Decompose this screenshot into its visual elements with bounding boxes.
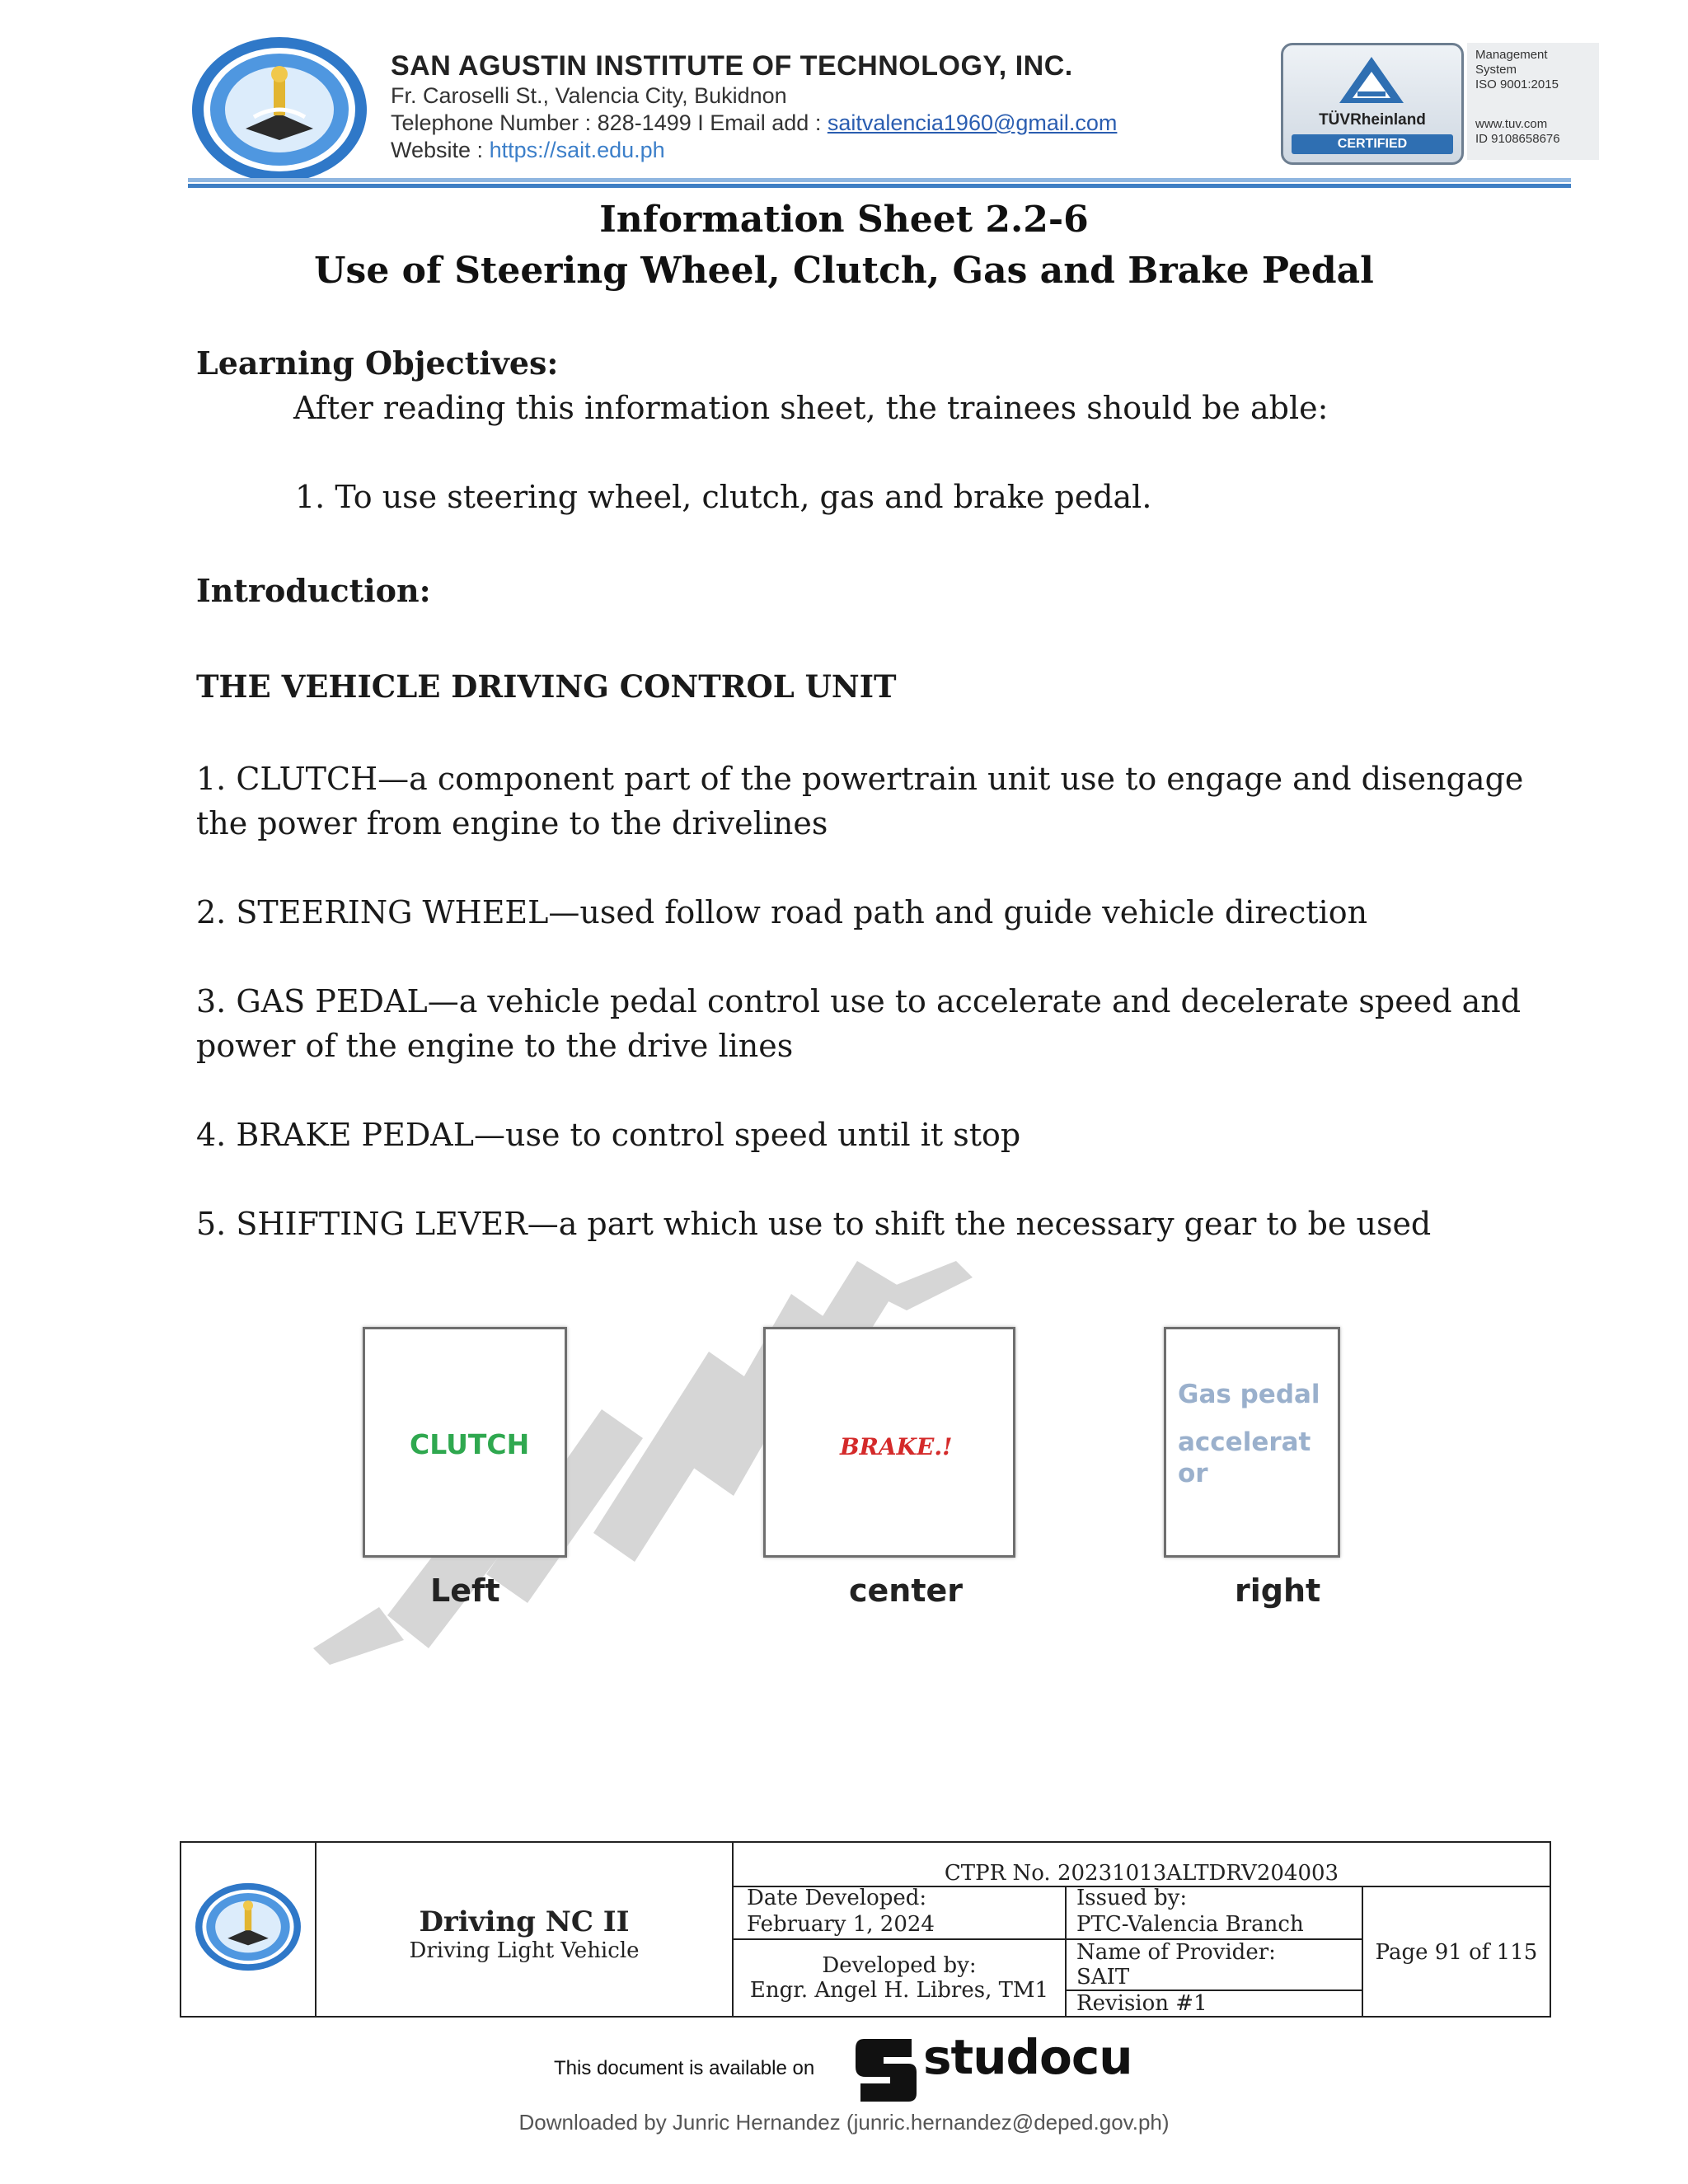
cert-detail-5: ID 9108658676 — [1475, 132, 1560, 146]
letterhead — [188, 31, 1571, 188]
tuv-certification-badge — [1281, 43, 1464, 165]
date-developed: February 1, 2024 — [747, 1912, 935, 1937]
document-control-table — [180, 1841, 1551, 2018]
item-shifting-lever: 5. SHIFTING LEVER—a part which use to shift the necessary gear to be used — [196, 1206, 1432, 1242]
course-title: Driving NC II — [419, 1905, 630, 1938]
objectives-intro: After reading this information sheet, the trainees should be able: — [293, 390, 1329, 426]
website-link[interactable]: https://sait.edu.ph — [489, 138, 665, 162]
gas-pedal-box — [1164, 1327, 1340, 1558]
objective-1: 1. To use steering wheel, clutch, gas and brake pedal. — [295, 479, 1152, 515]
course-subtitle: Driving Light Vehicle — [409, 1938, 640, 1963]
developed-by-label: Developed by: — [822, 1953, 977, 1978]
section-heading: THE VEHICLE DRIVING CONTROL UNIT — [196, 668, 897, 705]
footer-seal-logo — [193, 1869, 303, 1985]
provider-label: Name of Provider: — [1076, 1940, 1276, 1965]
school-address: Fr. Caroselli St., Valencia City, Bukidnon — [391, 83, 787, 108]
introduction-heading: Introduction: — [196, 572, 431, 609]
school-seal-logo — [188, 31, 371, 188]
item-gas-pedal-line2: power of the engine to the drive lines — [196, 1028, 794, 1064]
pedal-label-center: center — [849, 1572, 964, 1609]
cert-status: CERTIFIED — [1292, 134, 1453, 154]
header-divider — [188, 178, 1571, 188]
item-steering-wheel: 2. STEERING WHEEL—used follow road path and guide vehicle direction — [196, 894, 1368, 930]
provider: SAIT — [1076, 1965, 1130, 1990]
studocu-brand[interactable]: studocu — [923, 2029, 1132, 2085]
brake-pedal-text: BRAKE.! — [840, 1433, 953, 1460]
objectives-heading: Learning Objectives: — [196, 344, 559, 382]
cert-brand: TÜVRheinland — [1319, 111, 1426, 129]
item-brake-pedal: 4. BRAKE PEDAL—use to control speed until it stop — [196, 1117, 1021, 1153]
revision: Revision #1 — [1076, 1991, 1207, 2016]
sheet-subtitle: Use of Steering Wheel, Clutch, Gas and Brake Pedal — [314, 250, 1374, 292]
school-website — [391, 137, 1117, 164]
school-name: SAN AGUSTIN INSTITUTE OF TECHNOLOGY, INC. — [391, 50, 1073, 82]
gas-pedal-text-1: Gas pedal — [1178, 1380, 1320, 1409]
item-gas-pedal-line1: 3. GAS PEDAL—a vehicle pedal control use to accelerate and decelerate speed and — [196, 983, 1522, 1019]
clutch-pedal-text: CLUTCH — [410, 1428, 530, 1460]
clutch-pedal-box — [363, 1327, 567, 1558]
cert-detail-3: ISO 9001:2015 — [1475, 77, 1559, 91]
date-developed-label: Date Developed: — [747, 1886, 927, 1910]
item-clutch-line2: the power from engine to the drivelines — [196, 805, 828, 841]
availability-text: This document is available on — [554, 2057, 815, 2079]
cert-detail-4: www.tuv.com — [1475, 117, 1548, 131]
brake-pedal-box — [763, 1327, 1015, 1558]
tuv-triangle-icon — [1336, 54, 1407, 106]
ctpr-number: CTPR No. 20231013ALTDRV204003 — [944, 1861, 1339, 1886]
cert-details — [1467, 43, 1599, 160]
studocu-logo-icon[interactable] — [854, 2036, 918, 2103]
issued-by: PTC-Valencia Branch — [1076, 1912, 1304, 1937]
sheet-title: Information Sheet 2.2-6 — [599, 199, 1089, 241]
pedal-label-right: right — [1235, 1572, 1321, 1609]
email-link[interactable]: saitvalencia1960@gmail.com — [827, 110, 1118, 135]
school-info — [391, 49, 1117, 164]
downloaded-by: Downloaded by Junric Hernandez (junric.hernandez@deped.gov.ph) — [518, 2110, 1170, 2135]
gas-pedal-text-3: or — [1178, 1459, 1208, 1488]
telephone-label: Telephone Number : 828-1499 I Email add : — [391, 110, 828, 135]
cert-detail-1: Management — [1475, 48, 1548, 62]
developed-by: Engr. Angel H. Libres, TM1 — [749, 1978, 1049, 2003]
issued-by-label: Issued by: — [1076, 1886, 1188, 1910]
cert-detail-2: System — [1475, 63, 1517, 77]
pedal-layout-figure — [280, 1261, 1418, 1665]
pedal-label-left: Left — [430, 1572, 500, 1609]
page-number: Page 91 of 115 — [1375, 1940, 1538, 1965]
school-contact — [391, 110, 1117, 137]
website-label: Website : — [391, 138, 490, 162]
item-clutch-line1: 1. CLUTCH—a component part of the powertrain unit use to engage and disengage — [196, 761, 1524, 797]
gas-pedal-text-2: accelerat — [1178, 1427, 1311, 1457]
